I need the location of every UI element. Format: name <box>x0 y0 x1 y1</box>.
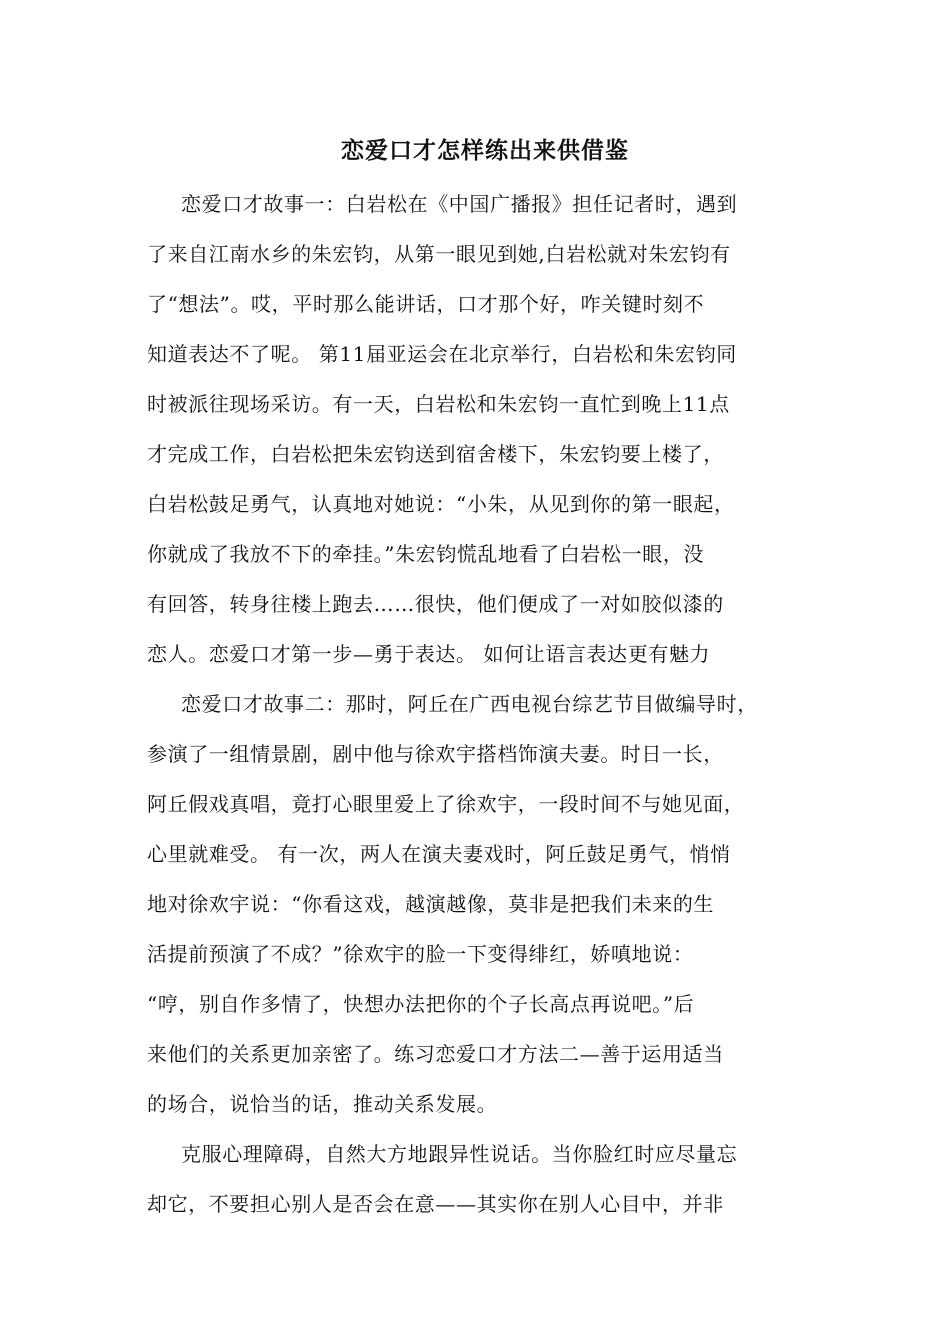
text-line: 才完成工作，白岩松把朱宏钧送到宿舍楼下，朱宏钧要上楼了， <box>147 442 724 466</box>
text-line: 阿丘假戏真唱，竟打心眼里爱上了徐欢宇，一段时间不与她见面， <box>147 792 745 816</box>
text-line: 有回答，转身往楼上跑去……很快，他们便成了一对如胶似漆的 <box>147 592 724 616</box>
text-line: 参演了一组情景剧，剧中他与徐欢宇搭档饰演夫妻。时日一长， <box>147 742 724 766</box>
text-line: 了“想法”。哎，平时那么能讲话，口才那个好，咋关键时刻不 <box>147 292 705 316</box>
text-line: 来他们的关系更加亲密了。练习恋爱口才方法二—善于运用适当 <box>147 1042 724 1066</box>
text-line: 却它，不要担心别人是否会在意——其实你在别人心目中，并非 <box>147 1192 724 1216</box>
text-line: 恋爱口才故事二：那时，阿丘在广西电视台综艺节目做编导时， <box>181 692 758 716</box>
text-line: 知道表达不了呢。 第11届亚运会在北京举行，白岩松和朱宏钧同 <box>147 342 737 366</box>
text-line: 恋爱口才故事一：白岩松在《中国广播报》担任记者时，遇到 <box>181 192 738 216</box>
text-line: “哼，别自作多情了，快想办法把你的个子长高点再说吧。”后 <box>147 992 695 1016</box>
page-title: 恋爱口才怎样练出来供借鉴 <box>341 137 629 164</box>
text-line: 白岩松鼓足勇气，认真地对她说：“小朱，从见到你的第一眼起， <box>147 492 735 516</box>
text-line: 地对徐欢宇说：“你看这戏，越演越像，莫非是把我们未来的生 <box>147 892 715 916</box>
text-line: 活提前预演了不成？”徐欢宇的脸一下变得绯红，娇嗔地说： <box>147 942 694 966</box>
text-line: 心里就难受。 有一次，两人在演夫妻戏时，阿丘鼓足勇气，悄悄 <box>147 842 731 866</box>
text-line: 恋人。恋爱口才第一步—勇于表达。 如何让语言表达更有魅力 <box>147 642 711 666</box>
text-line: 了来自江南水乡的朱宏钧，从第一眼见到她,白岩松就对朱宏钧有 <box>147 242 731 266</box>
text-line: 的场合，说恰当的话，推动关系发展。 <box>147 1092 498 1116</box>
text-line: 克服心理障碍，自然大方地跟异性说话。当你脸红时应尽量忘 <box>181 1142 738 1166</box>
text-line: 你就成了我放不下的牵挂。”朱宏钧慌乱地看了白岩松一眼，没 <box>147 542 705 566</box>
text-line: 时被派往现场采访。有一天，白岩松和朱宏钧一直忙到晚上11点 <box>147 392 730 416</box>
